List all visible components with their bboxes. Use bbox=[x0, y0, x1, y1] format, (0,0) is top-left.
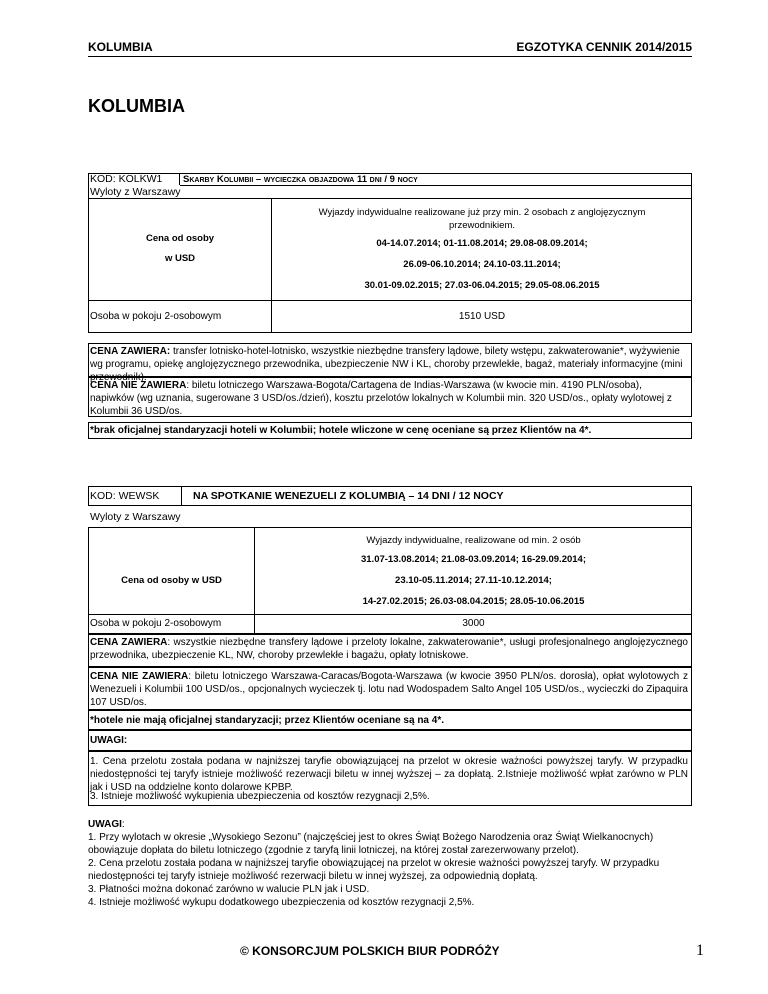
page-title: KOLUMBIA bbox=[88, 96, 185, 116]
trip1-code: KOD: KOLKW1 bbox=[90, 173, 163, 185]
trip2-info: Wyjazdy indywidualne, realizowane od min. 2 osób bbox=[366, 535, 581, 546]
trip1-info: Wyjazdy indywidualne realizowane już przy min. 2 osobach z anglojęzycznym przewodnikiem. bbox=[318, 207, 646, 231]
header-right: EGZOTYKA CENNIK 2014/2015 bbox=[516, 40, 692, 54]
trip1-excludes-label: CENA NIE ZAWIERA bbox=[90, 380, 187, 391]
trip2-remarks-text-3: 3. Istnieje możliwość wykupienia ubezpieczenia od kosztów rezygnacji 2,5%. bbox=[90, 791, 430, 802]
general-remarks-line-4: 4. Istnieje możliwość wykupu dodatkowego ubezpieczenia od kosztów rezygnacji 2,5%. bbox=[88, 897, 475, 908]
trip1-name: Skarby Kolumbii – wycieczka objazdowa 11 dni / 9 nocy bbox=[183, 174, 418, 185]
trip2-name: NA SPOTKANIE WENEZUELI Z KOLUMBIĄ – 14 DNI / 12 NOCY bbox=[193, 490, 504, 502]
trip2-excludes-text: : biletu lotniczego Warszawa-Caracas/Bogota-Warszawa (w kwocie 3950 PLN/os. dorosła), opłat wylotowych z Wenezueli i Kolumbii 100 USD/os., opcjonalnych wycieczek tj. lotu nad Wodospadem Salto Angel 105 USD/os., wycieczki do Zipaquira 107 USD/os. bbox=[90, 671, 688, 708]
trip2-room-label: Osoba w pokoju 2-osobowym bbox=[90, 618, 222, 629]
trip1-room-label: Osoba w pokoju 2-osobowym bbox=[90, 311, 222, 322]
trip1-includes-label: CENA ZAWIERA: bbox=[90, 346, 171, 357]
trip2-price-label: Cena od osoby w USD bbox=[121, 575, 222, 586]
trip1-excludes-text: : biletu lotniczego Warszawa-Bogota/Cartagena de Indias-Warszawa (w kwocie min. 4190 PLN/osoba), napiwków (wg uznania, sugerowane 3 USD/os./dzień), kosztu przelotów lokalnych w Kolumbii min. 320 USD/os., opłaty wylotowej z Kolumbii 36 USD/os. bbox=[90, 380, 672, 417]
trip2-note: *hotele nie mają oficjalnej standaryzacji; przez Klientów oceniane są na 4*. bbox=[90, 715, 445, 726]
trip2-dates-1: 31.07-13.08.2014; 21.08-03.09.2014; 16-29.09.2014; bbox=[360, 554, 586, 565]
trip2-includes bbox=[90, 636, 688, 662]
trip1-dates-3: 30.01-09.02.2015; 27.03-06.04.2015; 29.05-08.06.2015 bbox=[364, 280, 600, 291]
footer-copyright: © KONSORCJUM POLSKICH BIUR PODRÓŻY bbox=[240, 944, 500, 958]
general-remarks-line-3: 3. Płatności można dokonać zarówno w walucie PLN jak i USD. bbox=[88, 884, 370, 895]
trip1-excludes bbox=[90, 379, 688, 418]
trip2-remarks-title-box bbox=[88, 730, 692, 751]
trip2-includes-label: CENA ZAWIERA bbox=[90, 637, 168, 648]
trip2-code: KOD: WEWSK bbox=[90, 490, 160, 502]
general-remarks-line-2: 2. Cena przelotu została podana w najniższej taryfie obowiązującej na przelot w okresie ważności powyższej taryfy. W przypadku niedostępności tej taryfy istnieje możliwość rezerwacji biletu w innej wyższej, za odpowiednią dopłatą. bbox=[88, 858, 660, 882]
trip2-dates-3: 14-27.02.2015; 26.03-08.04.2015; 28.05-10.06.2015 bbox=[362, 596, 585, 607]
page-number: 1 bbox=[696, 942, 704, 959]
trip2-room-price: 3000 bbox=[462, 618, 485, 629]
trip1-dates-1: 04-14.07.2014; 01-11.08.2014; 29.08-08.09.2014; bbox=[376, 238, 588, 249]
trip1-price-label-2: w USD bbox=[164, 253, 196, 264]
trip1-includes-text: transfer lotnisko-hotel-lotnisko, wszystkie niezbędne transfery lądowe, bilety wstępu, zakwaterowanie*, wyżywienie wg programu, opiekę anglojęzycznego przewodnika, ubezpieczenie NW i KL, choroby przewlekłe, bagaż, materiały informacyjne (mini przewodnik). bbox=[90, 346, 683, 383]
trip1-departures: Wyloty z Warszawy bbox=[90, 186, 181, 198]
general-remarks bbox=[88, 818, 692, 909]
trip1-name-underline bbox=[180, 185, 692, 186]
header-left: KOLUMBIA bbox=[88, 40, 153, 54]
trip2-departures: Wyloty z Warszawy bbox=[90, 511, 181, 523]
trip2-includes-text: : wszystkie niezbędne transfery lądowe i przeloty lokalne, zakwaterowanie*, usługi profesjonalnego anglojęzycznego przewodnika, ubezpieczenie KL, NW, choroby przewlekłe i bagażu, opłaty lotniskowe. bbox=[90, 637, 688, 661]
general-remarks-title: UWAGI: bbox=[88, 819, 125, 830]
trip1-note: *brak oficjalnej standaryzacji hoteli w Kolumbii; hotele wliczone w cenę oceniane są przez Klientów na 4*. bbox=[90, 425, 592, 436]
trip2-remarks-text: 1. Cena przelotu została podana w najniższej taryfie obowiązującej na przelot w okresie ważności powyższej taryfy. W przypadku niedostępności tej taryfy istnieje możliwość rezerwacji biletu w innej wyższej – za dopłatą. 2.Istnieje możliwość wpłat zarówno w PLN jak i USD na oddzielne konto dolarowe KPBP. bbox=[90, 756, 688, 793]
trip2-excludes-label: CENA NIE ZAWIERA bbox=[90, 671, 189, 682]
trip2-excludes bbox=[90, 670, 688, 709]
trip2-remarks-title: UWAGI: bbox=[90, 735, 128, 746]
trip1-price-label-1: Cena od osoby bbox=[145, 233, 215, 244]
page-header bbox=[88, 40, 692, 57]
trip2-dates-2: 23.10-05.11.2014; 27.11-10.12.2014; bbox=[395, 575, 552, 586]
trip1-dates-2: 26.09-06.10.2014; 24.10-03.11.2014; bbox=[403, 259, 561, 270]
general-remarks-line-1: 1. Przy wylotach w okresie „Wysokiego Sezonu” (najczęściej jest to okres Świąt Bożego Narodzenia oraz Świąt Wielkanocnych) obowiązuje dopłata do biletu lotniczego (zgodnie z taryfą linii lotniczej, na której został zarezerwowany przelot). bbox=[88, 832, 654, 856]
trip1-room-price: 1510 USD bbox=[458, 311, 506, 322]
